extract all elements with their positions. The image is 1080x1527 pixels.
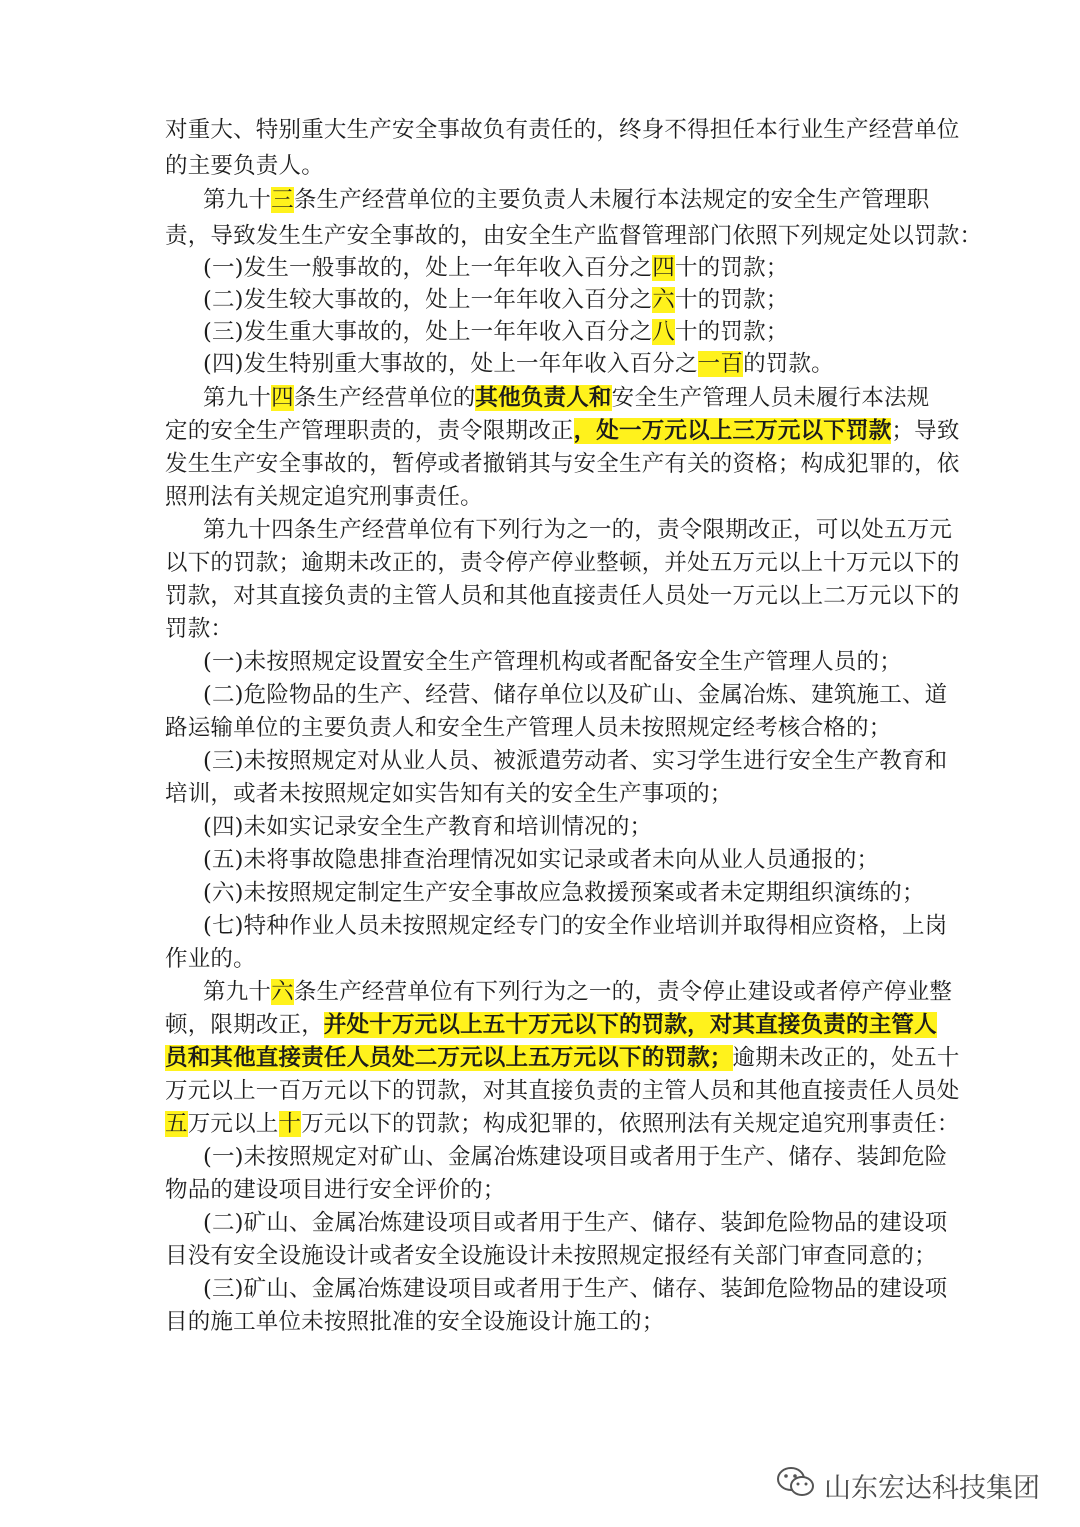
watermark: [776, 1465, 1040, 1505]
line-text: 路运输单位的主要负责人和安全生产管理人员未按照规定经考核合格的；: [165, 715, 892, 741]
highlighted-text: 六: [652, 287, 675, 313]
line-text: 对重大、特别重大生产安全事故负有责任的，终身不得担任本行业生产经营单位: [165, 117, 960, 143]
watermark-text: 山东宏达科技集团: [824, 1472, 1040, 1504]
text-line: [165, 1238, 937, 1274]
text-line: [203, 677, 948, 713]
line-text: 责，导致发生生产安全事故的，由安全生产监督管理部门依照下列规定处以罚款：: [165, 223, 983, 249]
text-line: [165, 479, 917, 515]
highlighted-text: 四: [271, 385, 294, 411]
text-line: [203, 842, 917, 878]
line-text: 目没有安全设施设计或者安全设施设计未按照规定报经有关部门审查同意的；: [165, 1243, 937, 1269]
line-text: 万元以上一百万元以下的罚款，对其直接负责的主管人员和其他直接责任人员处: [165, 1078, 960, 1104]
line-text: 第九十: [203, 385, 272, 411]
line-text: 目的施工单位未按照批准的安全设施设计施工的；: [165, 1309, 665, 1335]
line-text: (六)未按照规定制定生产安全事故应急救援预案或者未定期组织演练的；: [203, 880, 925, 906]
text-line: [165, 1007, 937, 1043]
text-line: [165, 776, 917, 812]
text-line: [165, 148, 917, 184]
text-line: [203, 380, 930, 416]
text-line: [203, 1271, 948, 1307]
line-text: 顿，限期改正，: [165, 1012, 324, 1038]
highlighted-text: 其他负责人和: [475, 385, 612, 411]
line-text: (四)发生特别重大事故的，处上一年年收入百分之: [203, 351, 698, 377]
line-text: (四)未如实记录安全生产教育和培训情况的；: [203, 814, 653, 840]
line-text: (五)未将事故隐患排查治理情况如实记录或者未向从业人员通报的；: [203, 847, 880, 873]
highlighted-text: 员和其他直接责任人员处二万元以上五万元以下的罚款；: [165, 1045, 733, 1071]
line-text: 发生生产安全事故的，暂停或者撤销其与安全生产有关的资格；构成犯罪的，依: [165, 451, 960, 477]
line-text: 万元以下的罚款；构成犯罪的，依照刑法有关规定追究刑事责任：: [301, 1111, 960, 1137]
line-text: (三)未按照规定对从业人员、被派遣劳动者、实习学生进行安全生产教育和: [203, 748, 948, 774]
line-text: (二)矿山、金属冶炼建设项目或者用于生产、储存、装卸危险物品的建设项: [203, 1210, 948, 1236]
line-text: (二)发生较大事故的，处上一年年收入百分之: [203, 287, 653, 313]
line-text: (三)矿山、金属冶炼建设项目或者用于生产、储存、装卸危险物品的建设项: [203, 1276, 948, 1302]
text-line: [165, 1040, 960, 1076]
line-text: 十的罚款；: [674, 287, 789, 313]
line-text: 的主要负责人。: [165, 153, 324, 179]
line-text: 罚款，对其直接负责的主管人员和其他直接责任人员处一万元以上二万元以下的: [165, 583, 960, 609]
line-text: 照刑法有关规定追究刑事责任。: [165, 484, 483, 510]
wechat-icon: [776, 1465, 816, 1506]
text-line: [165, 611, 917, 647]
line-text: (三)发生重大事故的，处上一年年收入百分之: [203, 319, 653, 345]
text-line: [165, 545, 960, 581]
highlighted-text: 五: [165, 1111, 188, 1137]
highlighted-text: 八: [652, 319, 675, 345]
text-line: [203, 282, 917, 318]
line-text: 安全生产管理人员未履行本法规: [611, 385, 930, 411]
text-line: [165, 1172, 917, 1208]
text-line: [203, 182, 930, 218]
text-line: [203, 875, 925, 911]
line-text: 条生产经营单位的主要负责人未履行本法规定的安全生产管理职: [293, 187, 930, 213]
text-line: [165, 941, 917, 977]
highlighted-text: 四: [652, 255, 675, 281]
line-text: 万元以上: [187, 1111, 279, 1137]
text-line: [165, 413, 960, 449]
text-line: [203, 250, 917, 286]
highlighted-text: 三: [271, 187, 294, 213]
line-text: (二)危险物品的生产、经营、储存单位以及矿山、金属冶炼、建筑施工、道: [203, 682, 948, 708]
text-line: [203, 1205, 948, 1241]
text-line: [203, 314, 917, 350]
line-text: (一)未按照规定对矿山、金属冶炼建设项目或者用于生产、储存、装卸危险: [203, 1144, 948, 1170]
text-line: [165, 710, 917, 746]
highlighted-text: 并处十万元以上五十万元以下的罚款，对其直接负责的主管人: [323, 1012, 937, 1038]
line-text: 罚款：: [165, 616, 234, 642]
text-line: [203, 1139, 948, 1175]
line-text: 十的罚款；: [674, 255, 789, 281]
text-line: [165, 112, 960, 148]
text-line: [165, 1106, 960, 1142]
text-line: [165, 218, 983, 254]
text-line: [203, 743, 948, 779]
text-line: [165, 1304, 917, 1340]
text-line: [165, 446, 960, 482]
highlighted-text: 六: [271, 979, 294, 1005]
text-line: [203, 644, 917, 680]
line-text: (一)发生一般事故的，处上一年年收入百分之: [203, 255, 653, 281]
text-line: [203, 908, 948, 944]
line-text: 十的罚款；: [674, 319, 789, 345]
text-line: [203, 974, 953, 1010]
line-text: 定的安全生产管理职责的，责令限期改正: [165, 418, 574, 444]
highlighted-text: ，处一万元以上三万元以下罚款: [573, 418, 892, 444]
line-text: 第九十: [203, 979, 272, 1005]
line-text: 条生产经营单位的: [293, 385, 476, 411]
line-text: (一)未按照规定设置安全生产管理机构或者配备安全生产管理人员的；: [203, 649, 902, 675]
text-line: [165, 578, 960, 614]
highlighted-text: 十: [278, 1111, 302, 1137]
text-line: [203, 512, 953, 548]
text-line: [165, 1073, 960, 1109]
line-text: 逾期未改正的，处五十: [732, 1045, 960, 1071]
line-text: 第九十: [203, 187, 272, 213]
line-text: 第九十四条生产经营单位有下列行为之一的，责令限期改正，可以处五万元: [203, 517, 953, 543]
line-text: 以下的罚款；逾期未改正的，责令停产停业整顿，并处五万元以上十万元以下的: [165, 550, 960, 576]
highlighted-text: 一百: [697, 351, 744, 377]
line-text: 条生产经营单位有下列行为之一的，责令停止建设或者停产停业整: [293, 979, 953, 1005]
line-text: 作业的。: [165, 946, 256, 972]
line-text: (七)特种作业人员未按照规定经专门的安全作业培训并取得相应资格，上岗: [203, 913, 948, 939]
line-text: 培训，或者未按照规定如实告知有关的安全生产事项的；: [165, 781, 733, 807]
text-line: [203, 809, 917, 845]
line-text: ；导致: [891, 418, 960, 444]
text-line: [203, 346, 917, 382]
line-text: 的罚款。: [743, 351, 834, 377]
line-text: 物品的建设项目进行安全评价的；: [165, 1177, 506, 1203]
